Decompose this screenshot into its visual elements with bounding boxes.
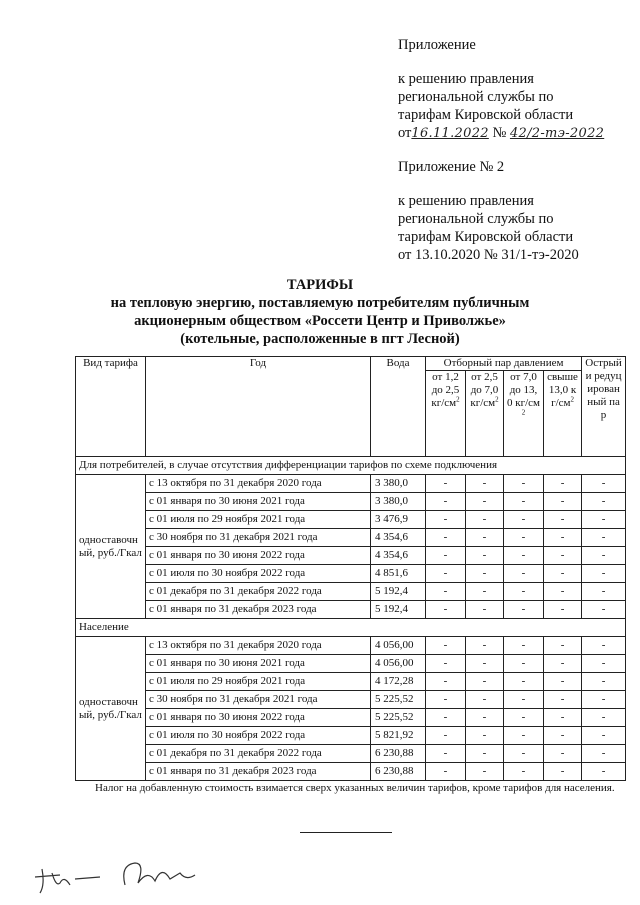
water-value: 5 225,52	[371, 709, 426, 727]
dash-cell: -	[504, 655, 544, 673]
dash-cell: -	[544, 529, 582, 547]
dash-cell: -	[544, 745, 582, 763]
table-row	[76, 763, 626, 781]
dash-cell: -	[426, 565, 466, 583]
appendix-2-line-4: от 13.10.2020 № 31/1-тэ-2020	[398, 247, 579, 263]
water-value: 5 192,4	[371, 601, 426, 619]
dash-cell: -	[544, 655, 582, 673]
dash-cell: -	[426, 637, 466, 655]
header-pressure-3: от 7,0 до 13,0 $кг/см^2$	[504, 371, 544, 457]
dash-cell: -	[504, 547, 544, 565]
dash-cell: -	[582, 763, 626, 781]
dash-cell: -	[582, 637, 626, 655]
dash-cell: -	[426, 655, 466, 673]
dash-cell: -	[582, 673, 626, 691]
dash-cell: -	[544, 547, 582, 565]
dash-cell: -	[544, 673, 582, 691]
section-row	[76, 619, 626, 637]
dash-cell: -	[466, 583, 504, 601]
dash-cell: -	[544, 475, 582, 493]
table-row	[76, 709, 626, 727]
header-year: Год	[146, 357, 371, 457]
table-row	[76, 601, 626, 619]
heading-line-2: акционерным обществом «Россети Центр и Приволжье»	[134, 313, 506, 329]
table-row	[76, 637, 626, 655]
appendix-1-line-2: региональной службы по	[398, 89, 554, 105]
table-row	[76, 493, 626, 511]
dash-cell: -	[426, 493, 466, 511]
dash-cell: -	[426, 709, 466, 727]
vat-note: Налог на добавленную стоимость взимается сверх указанных величин тарифов, кроме тарифов для населения.	[95, 782, 615, 794]
water-value: 3 380,0	[371, 475, 426, 493]
dash-cell: -	[582, 709, 626, 727]
table-row	[76, 691, 626, 709]
handwritten-number: 42/2-тэ-2022	[509, 126, 605, 141]
header-row	[76, 357, 626, 371]
table-row	[76, 727, 626, 745]
period-cell: с 01 января по 30 июня 2021 года	[146, 655, 371, 673]
tariff-table	[75, 356, 626, 781]
dash-cell: -	[544, 691, 582, 709]
period-cell: с 01 января по 30 июня 2022 года	[146, 547, 371, 565]
header-sharp-steam: Острый и редуцированный пар	[582, 357, 626, 457]
table-row	[76, 547, 626, 565]
table-row	[76, 673, 626, 691]
period-cell: с 01 декабря по 31 декабря 2022 года	[146, 583, 371, 601]
period-cell: с 13 октября по 31 декабря 2020 года	[146, 475, 371, 493]
dash-cell: -	[426, 475, 466, 493]
water-value: 4 354,6	[371, 547, 426, 565]
table-row	[76, 745, 626, 763]
dash-cell: -	[504, 673, 544, 691]
dash-cell: -	[504, 727, 544, 745]
dash-cell: -	[466, 493, 504, 511]
dash-cell: -	[544, 709, 582, 727]
dash-cell: -	[426, 601, 466, 619]
period-cell: с 01 января по 31 декабря 2023 года	[146, 763, 371, 781]
dash-cell: -	[426, 583, 466, 601]
dash-cell: -	[582, 475, 626, 493]
dash-cell: -	[426, 511, 466, 529]
dash-cell: -	[582, 511, 626, 529]
water-value: 5 192,4	[371, 583, 426, 601]
handwritten-date: 16.11.2022	[411, 126, 489, 141]
dash-cell: -	[426, 727, 466, 745]
dash-cell: -	[504, 493, 544, 511]
dash-cell: -	[582, 565, 626, 583]
dash-cell: -	[504, 529, 544, 547]
dash-cell: -	[466, 745, 504, 763]
header-pressure-2: от 2,5 до 7,0 $кг/см^2$	[466, 371, 504, 457]
header-kind: Вид тарифа	[76, 357, 146, 457]
appendix-2-line-2: региональной службы по	[398, 211, 554, 227]
appendix-1-line-3: тарифам Кировской области	[398, 107, 574, 123]
section-title: Для потребителей, в случае отсутствия дифференциации тарифов по схеме подключения	[76, 457, 626, 475]
water-value: 4 172,28	[371, 673, 426, 691]
water-value: 4 354,6	[371, 529, 426, 547]
dash-cell: -	[544, 637, 582, 655]
dash-cell: -	[582, 727, 626, 745]
dash-cell: -	[426, 763, 466, 781]
dash-cell: -	[466, 637, 504, 655]
dash-cell: -	[544, 763, 582, 781]
dash-cell: -	[504, 691, 544, 709]
separator-line	[300, 832, 392, 833]
water-value: 3 476,9	[371, 511, 426, 529]
period-cell: с 01 июля по 30 ноября 2022 года	[146, 727, 371, 745]
dash-cell: -	[582, 583, 626, 601]
header-water: Вода	[371, 357, 426, 457]
water-value: 4 056,00	[371, 655, 426, 673]
dash-cell: -	[466, 511, 504, 529]
water-value: 4 851,6	[371, 565, 426, 583]
table-row	[76, 583, 626, 601]
water-value: 6 230,88	[371, 745, 426, 763]
dash-cell: -	[466, 673, 504, 691]
period-cell: с 01 июля по 29 ноября 2021 года	[146, 673, 371, 691]
dash-cell: -	[504, 709, 544, 727]
dash-cell: -	[466, 529, 504, 547]
dash-cell: -	[544, 493, 582, 511]
dash-cell: -	[504, 745, 544, 763]
tariff-kind: одноставочный, руб./Гкал	[76, 637, 146, 781]
water-value: 3 380,0	[371, 493, 426, 511]
period-cell: с 30 ноября по 31 декабря 2021 года	[146, 529, 371, 547]
header-pressure-4: свыше 13,0 $кг/см^2$	[544, 371, 582, 457]
dash-cell: -	[504, 763, 544, 781]
dash-cell: -	[466, 601, 504, 619]
water-value: 6 230,88	[371, 763, 426, 781]
dash-cell: -	[582, 547, 626, 565]
period-cell: с 13 октября по 31 декабря 2020 года	[146, 637, 371, 655]
dash-cell: -	[544, 601, 582, 619]
heading-line-3: (котельные, расположенные в пгт Лесной)	[180, 331, 460, 347]
dash-cell: -	[544, 727, 582, 745]
water-value: 5 225,52	[371, 691, 426, 709]
water-value: 4 056,00	[371, 637, 426, 655]
heading-line-1: на тепловую энергию, поставляемую потребителям публичным	[110, 295, 530, 311]
dash-cell: -	[582, 655, 626, 673]
tariff-kind: одноставочный, руб./Гкал	[76, 475, 146, 619]
section-row	[76, 457, 626, 475]
header-pressure-1: от 1,2 до 2,5 $кг/см^2$	[426, 371, 466, 457]
period-cell: с 01 января по 30 июня 2021 года	[146, 493, 371, 511]
appendix-2-line-1: к решению правления	[398, 193, 534, 209]
period-cell: с 01 декабря по 31 декабря 2022 года	[146, 745, 371, 763]
dash-cell: -	[466, 709, 504, 727]
dash-cell: -	[426, 691, 466, 709]
document-title: ТАРИФЫ	[286, 277, 354, 293]
dash-cell: -	[582, 493, 626, 511]
dash-cell: -	[426, 547, 466, 565]
dash-cell: -	[504, 565, 544, 583]
appendix-1-date-line	[398, 124, 604, 143]
appendix-1-title: Приложение	[398, 37, 476, 53]
period-cell: с 01 января по 30 июня 2022 года	[146, 709, 371, 727]
header-steam: Отборный пар давлением	[426, 357, 582, 371]
dash-cell: -	[426, 673, 466, 691]
dash-cell: -	[544, 583, 582, 601]
dash-cell: -	[504, 637, 544, 655]
dash-cell: -	[426, 745, 466, 763]
appendix-2-line-3: тарифам Кировской области	[398, 229, 574, 245]
period-cell: с 01 января по 31 декабря 2023 года	[146, 601, 371, 619]
dash-cell: -	[466, 547, 504, 565]
number-sign: №	[492, 125, 507, 141]
dash-cell: -	[504, 583, 544, 601]
dash-cell: -	[466, 691, 504, 709]
dash-cell: -	[544, 511, 582, 529]
dash-cell: -	[466, 727, 504, 745]
dash-cell: -	[466, 763, 504, 781]
period-cell: с 01 июля по 29 ноября 2021 года	[146, 511, 371, 529]
dash-cell: -	[544, 565, 582, 583]
dash-cell: -	[504, 511, 544, 529]
section-title: Население	[76, 619, 626, 637]
period-cell: с 01 июля по 30 ноября 2022 года	[146, 565, 371, 583]
dash-cell: -	[582, 601, 626, 619]
table-row	[76, 475, 626, 493]
dash-cell: -	[466, 565, 504, 583]
dash-cell: -	[466, 475, 504, 493]
dash-cell: -	[582, 691, 626, 709]
dash-cell: -	[466, 655, 504, 673]
appendix-1-line-1: к решению правления	[398, 71, 534, 87]
table-row	[76, 565, 626, 583]
table-row	[76, 655, 626, 673]
dash-cell: -	[426, 529, 466, 547]
signature-scribbles	[30, 855, 200, 900]
from-label: от	[398, 125, 412, 141]
period-cell: с 30 ноября по 31 декабря 2021 года	[146, 691, 371, 709]
dash-cell: -	[504, 475, 544, 493]
dash-cell: -	[582, 745, 626, 763]
table-row	[76, 529, 626, 547]
appendix-2-title: Приложение № 2	[398, 159, 505, 175]
water-value: 5 821,92	[371, 727, 426, 745]
dash-cell: -	[504, 601, 544, 619]
dash-cell: -	[582, 529, 626, 547]
table-row	[76, 511, 626, 529]
